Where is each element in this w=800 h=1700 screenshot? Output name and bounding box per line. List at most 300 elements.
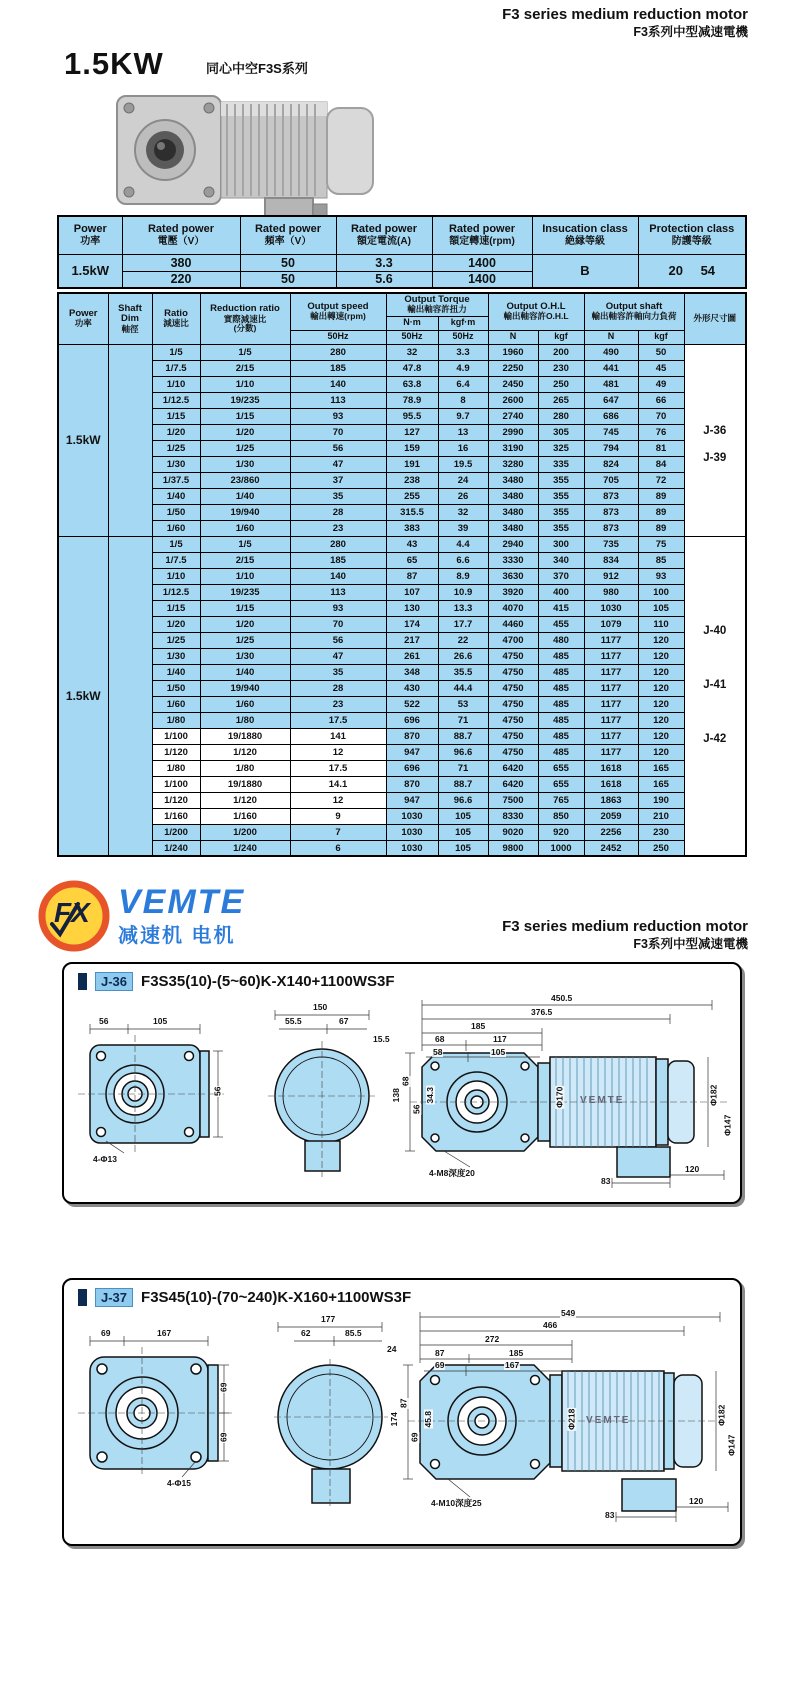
reduction-cell: 1/15	[200, 408, 290, 424]
ratio-cell: 1/120	[152, 744, 200, 760]
shaft-dim-cell	[108, 344, 152, 536]
shaft-n-cell: 1177	[584, 728, 638, 744]
table-row	[58, 520, 746, 536]
reduction-cell: 1/20	[200, 424, 290, 440]
spec-h-voltage: Rated power 電壓（V）	[122, 216, 240, 254]
torque-nm-cell: 78.9	[386, 392, 438, 408]
table-row	[58, 776, 746, 792]
reduction-cell: 1/10	[200, 568, 290, 584]
ratio-cell: 1/240	[152, 840, 200, 856]
reduction-cell: 1/120	[200, 792, 290, 808]
h-output-ohl: Output O.H.L 輸出軸容許O.H.L	[488, 293, 584, 330]
dim-label: 87	[435, 1348, 445, 1358]
speed-cell: 185	[290, 360, 386, 376]
watermark: VEMTE	[580, 1095, 625, 1106]
shaft-kgf-cell: 120	[638, 696, 684, 712]
torque-kgfm-cell: 17.7	[438, 616, 488, 632]
dim-label: 69	[218, 1432, 229, 1442]
shaft-kgf-cell: 49	[638, 376, 684, 392]
dim-label: 4-Φ13	[93, 1154, 117, 1164]
reduction-cell: 1/5	[200, 536, 290, 552]
ohl-n-cell: 3190	[488, 440, 538, 456]
table-row	[58, 760, 746, 776]
reduction-cell: 1/120	[200, 744, 290, 760]
figure-tag: J-37	[95, 1288, 133, 1307]
ohl-kgf-cell: 655	[538, 776, 584, 792]
tag-square-icon	[78, 973, 87, 990]
reduction-cell: 19/940	[200, 504, 290, 520]
table-row	[58, 792, 746, 808]
dim-label: 62	[301, 1328, 311, 1338]
ohl-kgf-cell: 280	[538, 408, 584, 424]
ohl-n-cell: 3480	[488, 504, 538, 520]
ohl-n-cell: 2990	[488, 424, 538, 440]
ohl-n-cell: 4750	[488, 696, 538, 712]
dim-label: 105	[153, 1016, 168, 1026]
torque-nm-cell: 130	[386, 600, 438, 616]
ohl-kgf-cell: 485	[538, 728, 584, 744]
speed-cell: 14.1	[290, 776, 386, 792]
ratio-group-b	[58, 536, 746, 856]
table-row	[58, 408, 746, 424]
ohl-kgf-cell: 400	[538, 584, 584, 600]
drawing-title	[64, 964, 740, 991]
dim-label: Φ182	[716, 1404, 727, 1426]
spec-h-protection: Protection class 防護等級	[638, 216, 746, 254]
torque-nm-cell: 107	[386, 584, 438, 600]
ohl-n-cell: 4460	[488, 616, 538, 632]
torque-nm-cell: 870	[386, 776, 438, 792]
current-value: 5.6	[336, 271, 432, 288]
reduction-cell: 1/40	[200, 488, 290, 504]
ohl-kgf-cell: 920	[538, 824, 584, 840]
reduction-cell: 1/240	[200, 840, 290, 856]
dim-label: 67	[339, 1016, 349, 1026]
torque-kgfm-cell: 71	[438, 760, 488, 776]
torque-nm-cell: 238	[386, 472, 438, 488]
product-photo	[115, 90, 387, 218]
ohl-n-cell: 2940	[488, 536, 538, 552]
shaft-kgf-cell: 120	[638, 712, 684, 728]
torque-nm-cell: 255	[386, 488, 438, 504]
dim-label: 185	[471, 1021, 486, 1031]
reduction-cell: 1/10	[200, 376, 290, 392]
dim-label: 69	[101, 1328, 111, 1338]
shaft-kgf-cell: 89	[638, 504, 684, 520]
speed-cell: 70	[290, 424, 386, 440]
table-row	[58, 696, 746, 712]
dim-label: 85.5	[345, 1328, 362, 1338]
ohl-n-cell: 4750	[488, 712, 538, 728]
ratio-cell: 1/25	[152, 632, 200, 648]
torque-nm-cell: 430	[386, 680, 438, 696]
speed-cell: 12	[290, 792, 386, 808]
figure-ref: J-36	[703, 424, 727, 437]
h-ohl-n: N	[488, 330, 538, 344]
dim-label: 58	[433, 1047, 443, 1057]
reduction-cell: 1/200	[200, 824, 290, 840]
torque-kgfm-cell: 88.7	[438, 728, 488, 744]
dim-label: Φ147	[726, 1434, 737, 1456]
table-row	[58, 632, 746, 648]
torque-kgfm-cell: 44.4	[438, 680, 488, 696]
h-torque-nm: N·m	[386, 316, 438, 330]
ratio-table-header	[58, 293, 746, 344]
ohl-kgf-cell: 485	[538, 712, 584, 728]
drawing-canvas	[72, 993, 732, 1193]
shaft-kgf-cell: 85	[638, 552, 684, 568]
dim-label: 105	[491, 1047, 506, 1057]
ohl-kgf-cell: 455	[538, 616, 584, 632]
reduction-cell: 1/20	[200, 616, 290, 632]
h-ratio: Ratio 減速比	[152, 293, 200, 344]
h-reduction-ratio: Reduction ratio 實際減速比 (分數)	[200, 293, 290, 344]
dim-label: 69	[409, 1432, 420, 1442]
torque-kgfm-cell: 32	[438, 504, 488, 520]
torque-nm-cell: 348	[386, 664, 438, 680]
ohl-n-cell: 2600	[488, 392, 538, 408]
shaft-kgf-cell: 105	[638, 600, 684, 616]
torque-kgfm-cell: 105	[438, 840, 488, 856]
ratio-cell: 1/30	[152, 648, 200, 664]
table-row	[58, 616, 746, 632]
voltage-value: 220	[122, 271, 240, 288]
ratio-cell: 1/40	[152, 488, 200, 504]
ohl-n-cell: 9800	[488, 840, 538, 856]
table-row	[58, 360, 746, 376]
speed-cell: 113	[290, 584, 386, 600]
ratio-cell: 1/60	[152, 696, 200, 712]
technical-drawing-j37	[72, 1309, 732, 1535]
ratio-table	[57, 292, 747, 857]
shaft-n-cell: 794	[584, 440, 638, 456]
torque-kgfm-cell: 53	[438, 696, 488, 712]
speed-cell: 70	[290, 616, 386, 632]
reduction-cell: 1/80	[200, 712, 290, 728]
speed-cell: 47	[290, 648, 386, 664]
h-speed-hz: 50Hz	[290, 330, 386, 344]
h-shaft-dim: Shaft Dim 軸徑	[108, 293, 152, 344]
ratio-cell: 1/60	[152, 520, 200, 536]
power-cell: 1.5kW	[58, 344, 108, 536]
ohl-kgf-cell: 765	[538, 792, 584, 808]
table-row	[58, 504, 746, 520]
torque-kgfm-cell: 39	[438, 520, 488, 536]
torque-nm-cell: 127	[386, 424, 438, 440]
torque-kgfm-cell: 4.4	[438, 536, 488, 552]
shaft-n-cell: 1618	[584, 760, 638, 776]
ratio-cell: 1/15	[152, 600, 200, 616]
ohl-n-cell: 4070	[488, 600, 538, 616]
figure-cell	[684, 344, 746, 536]
shaft-kgf-cell: 120	[638, 648, 684, 664]
ohl-n-cell: 6420	[488, 776, 538, 792]
shaft-kgf-cell: 81	[638, 440, 684, 456]
torque-kgfm-cell: 16	[438, 440, 488, 456]
torque-kgfm-cell: 8.9	[438, 568, 488, 584]
table-row	[58, 840, 746, 856]
drawing-canvas	[72, 1308, 737, 1535]
logo-subtitle: 减速机 电机	[118, 924, 236, 947]
table-row	[58, 600, 746, 616]
shaft-n-cell: 1177	[584, 632, 638, 648]
watermark: VEMTE	[586, 1415, 631, 1426]
reduction-cell: 2/15	[200, 552, 290, 568]
shaft-kgf-cell: 50	[638, 344, 684, 360]
torque-nm-cell: 1030	[386, 824, 438, 840]
ratio-cell: 1/5	[152, 344, 200, 360]
shaft-n-cell: 686	[584, 408, 638, 424]
shaft-n-cell: 834	[584, 552, 638, 568]
ohl-kgf-cell: 485	[538, 648, 584, 664]
shaft-kgf-cell: 93	[638, 568, 684, 584]
figure-ref: J-41	[703, 678, 727, 691]
table-row	[58, 456, 746, 472]
ratio-cell: 1/80	[152, 760, 200, 776]
insulation-value: B	[532, 254, 638, 288]
ratio-cell: 1/20	[152, 616, 200, 632]
torque-nm-cell: 870	[386, 728, 438, 744]
logo-mark-icon	[38, 880, 110, 952]
h-shaft-n: N	[584, 330, 638, 344]
reduction-cell: 19/1880	[200, 728, 290, 744]
shaft-dim-cell	[108, 536, 152, 856]
reduction-cell: 1/5	[200, 344, 290, 360]
dim-label: 4-M10深度25	[431, 1498, 482, 1508]
torque-kgfm-cell: 13.3	[438, 600, 488, 616]
ohl-n-cell: 3330	[488, 552, 538, 568]
torque-kgfm-cell: 26	[438, 488, 488, 504]
torque-nm-cell: 174	[386, 616, 438, 632]
speed-cell: 56	[290, 632, 386, 648]
ratio-cell: 1/100	[152, 728, 200, 744]
ohl-kgf-cell: 850	[538, 808, 584, 824]
shaft-n-cell: 441	[584, 360, 638, 376]
ratio-cell: 1/37.5	[152, 472, 200, 488]
dim-label: 24	[387, 1344, 397, 1354]
torque-nm-cell: 217	[386, 632, 438, 648]
torque-nm-cell: 32	[386, 344, 438, 360]
shaft-kgf-cell: 76	[638, 424, 684, 440]
ratio-cell: 1/200	[152, 824, 200, 840]
shaft-n-cell: 2256	[584, 824, 638, 840]
speed-value: 1400	[432, 271, 532, 288]
shaft-kgf-cell: 165	[638, 760, 684, 776]
ratio-cell: 1/40	[152, 664, 200, 680]
dim-label: 4-M8深度20	[429, 1168, 475, 1178]
table-row	[58, 664, 746, 680]
dim-label: 87	[398, 1398, 409, 1408]
drawing-title	[64, 1280, 740, 1307]
dim-label: 466	[543, 1320, 558, 1330]
speed-cell: 93	[290, 600, 386, 616]
ohl-kgf-cell: 485	[538, 744, 584, 760]
shaft-n-cell: 1177	[584, 680, 638, 696]
ohl-kgf-cell: 480	[538, 632, 584, 648]
model-code: F3S35(10)-(5~60)K-X140+1100WS3F	[141, 973, 395, 990]
ohl-n-cell: 3630	[488, 568, 538, 584]
torque-kgfm-cell: 96.6	[438, 792, 488, 808]
ohl-n-cell: 9020	[488, 824, 538, 840]
torque-nm-cell: 63.8	[386, 376, 438, 392]
table-row	[58, 824, 746, 840]
spec-h-insulation: Insucation class 絶縁等級	[532, 216, 638, 254]
ratio-cell: 1/120	[152, 792, 200, 808]
shaft-n-cell: 481	[584, 376, 638, 392]
ohl-kgf-cell: 355	[538, 472, 584, 488]
torque-kgfm-cell: 3.3	[438, 344, 488, 360]
dim-label: 177	[321, 1314, 336, 1324]
reduction-cell: 23/860	[200, 472, 290, 488]
torque-nm-cell: 47.8	[386, 360, 438, 376]
h-output-shaft: Output shaft 輸出軸容許軸向力負荷	[584, 293, 684, 330]
ratio-cell: 1/10	[152, 376, 200, 392]
shaft-kgf-cell: 165	[638, 776, 684, 792]
ohl-kgf-cell: 230	[538, 360, 584, 376]
shaft-kgf-cell: 84	[638, 456, 684, 472]
shaft-n-cell: 647	[584, 392, 638, 408]
torque-kgfm-cell: 10.9	[438, 584, 488, 600]
power-title: 1.5KW	[64, 46, 164, 81]
ohl-kgf-cell: 485	[538, 664, 584, 680]
section-header-zh: F3系列中型减速電機	[633, 936, 748, 951]
torque-nm-cell: 1030	[386, 840, 438, 856]
shaft-n-cell: 824	[584, 456, 638, 472]
dim-label: 83	[601, 1176, 611, 1186]
reduction-cell: 19/235	[200, 584, 290, 600]
reduction-cell: 1/60	[200, 520, 290, 536]
table-row	[58, 472, 746, 488]
shaft-n-cell: 2452	[584, 840, 638, 856]
torque-kgfm-cell: 13	[438, 424, 488, 440]
shaft-kgf-cell: 89	[638, 520, 684, 536]
table-row	[58, 376, 746, 392]
torque-nm-cell: 43	[386, 536, 438, 552]
shaft-kgf-cell: 120	[638, 744, 684, 760]
ohl-n-cell: 3480	[488, 520, 538, 536]
torque-kgfm-cell: 6.6	[438, 552, 488, 568]
torque-nm-cell: 1030	[386, 808, 438, 824]
reduction-cell: 1/25	[200, 440, 290, 456]
dim-label: 55.5	[285, 1016, 302, 1026]
ratio-cell: 1/30	[152, 456, 200, 472]
torque-nm-cell: 696	[386, 712, 438, 728]
page-header-en: F3 series medium reduction motor	[502, 6, 748, 23]
dim-label: 138	[390, 1088, 401, 1103]
reduction-cell: 1/80	[200, 760, 290, 776]
shaft-n-cell: 1863	[584, 792, 638, 808]
voltage-value: 380	[122, 254, 240, 271]
shaft-n-cell: 980	[584, 584, 638, 600]
dim-label: 120	[685, 1164, 700, 1174]
speed-cell: 56	[290, 440, 386, 456]
shaft-n-cell: 745	[584, 424, 638, 440]
ohl-n-cell: 3480	[488, 488, 538, 504]
torque-kgfm-cell: 24	[438, 472, 488, 488]
ohl-kgf-cell: 655	[538, 760, 584, 776]
table-row	[58, 344, 746, 360]
dim-label: Φ182	[708, 1084, 719, 1106]
drawing-box-j36	[62, 962, 742, 1204]
torque-nm-cell: 65	[386, 552, 438, 568]
spec-h-current: Rated power 額定電流(A)	[336, 216, 432, 254]
table-row	[58, 648, 746, 664]
torque-kgfm-cell: 96.6	[438, 744, 488, 760]
speed-cell: 7	[290, 824, 386, 840]
torque-nm-cell: 159	[386, 440, 438, 456]
reduction-cell: 1/30	[200, 456, 290, 472]
table-row	[58, 392, 746, 408]
dim-label: 376.5	[531, 1007, 553, 1017]
torque-nm-cell: 947	[386, 744, 438, 760]
torque-nm-cell: 383	[386, 520, 438, 536]
protection-b: 54	[700, 263, 716, 279]
shaft-n-cell: 1079	[584, 616, 638, 632]
shaft-n-cell: 1618	[584, 776, 638, 792]
ohl-kgf-cell: 485	[538, 696, 584, 712]
ohl-n-cell: 4750	[488, 744, 538, 760]
h-kgfm-hz: 50Hz	[438, 330, 488, 344]
reduction-cell: 19/1880	[200, 776, 290, 792]
table-row	[58, 440, 746, 456]
reduction-cell: 19/940	[200, 680, 290, 696]
section-header-en: F3 series medium reduction motor	[502, 918, 748, 935]
figure-ref: J-40	[703, 624, 727, 637]
ohl-kgf-cell: 300	[538, 536, 584, 552]
ratio-cell: 1/12.5	[152, 584, 200, 600]
ohl-kgf-cell: 265	[538, 392, 584, 408]
ohl-kgf-cell: 415	[538, 600, 584, 616]
torque-nm-cell: 315.5	[386, 504, 438, 520]
shaft-kgf-cell: 66	[638, 392, 684, 408]
shaft-n-cell: 1177	[584, 696, 638, 712]
speed-cell: 47	[290, 456, 386, 472]
shaft-kgf-cell: 190	[638, 792, 684, 808]
ratio-cell: 1/100	[152, 776, 200, 792]
figure-ref: J-42	[703, 732, 727, 745]
ratio-cell: 1/80	[152, 712, 200, 728]
h-output-torque: Output Torque 輸出軸容許扭力	[386, 293, 488, 316]
dim-label: 15.5	[373, 1034, 390, 1044]
reduction-cell: 1/25	[200, 632, 290, 648]
dim-label: 167	[505, 1360, 520, 1370]
torque-kgfm-cell: 105	[438, 824, 488, 840]
speed-cell: 280	[290, 344, 386, 360]
torque-nm-cell: 696	[386, 760, 438, 776]
speed-cell: 12	[290, 744, 386, 760]
table-row	[58, 568, 746, 584]
dim-label: 450.5	[551, 993, 573, 1003]
spec-power-value: 1.5kW	[58, 254, 122, 288]
speed-cell: 9	[290, 808, 386, 824]
ohl-kgf-cell: 370	[538, 568, 584, 584]
page-header	[502, 6, 748, 40]
ohl-kgf-cell: 1000	[538, 840, 584, 856]
shaft-kgf-cell: 110	[638, 616, 684, 632]
table-row	[58, 712, 746, 728]
dim-label: 150	[313, 1002, 328, 1012]
spec-row-380	[58, 254, 746, 271]
dim-label: 45.8	[423, 1410, 434, 1428]
ohl-n-cell: 2450	[488, 376, 538, 392]
speed-cell: 113	[290, 392, 386, 408]
torque-kgfm-cell: 9.7	[438, 408, 488, 424]
torque-kgfm-cell: 6.4	[438, 376, 488, 392]
shaft-kgf-cell: 230	[638, 824, 684, 840]
ratio-cell: 1/12.5	[152, 392, 200, 408]
dim-label: 174	[388, 1412, 399, 1427]
dim-label: Φ147	[722, 1114, 733, 1136]
